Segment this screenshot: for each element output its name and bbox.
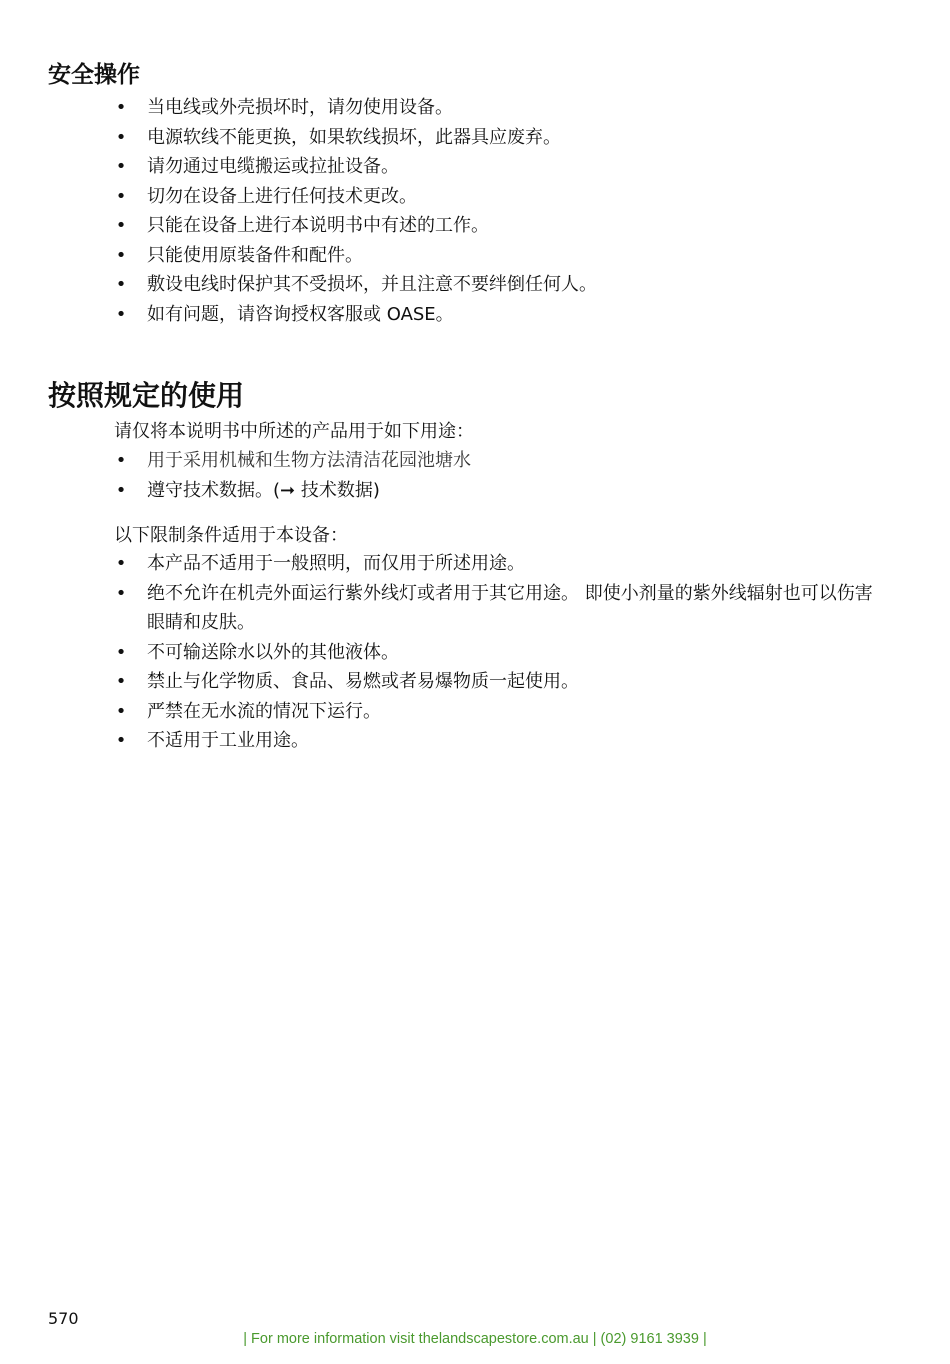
- list-item-text: 禁止与化学物质、食品、易燃或者易爆物质一起使用。: [147, 671, 579, 692]
- list-item-text: 遵守技术数据。(➞ 技术数据): [147, 479, 380, 501]
- list-item: [0, 667, 950, 697]
- list-item: [0, 476, 950, 506]
- bullet-icon: •: [115, 582, 127, 604]
- safety-heading: 安全操作: [48, 62, 140, 88]
- list-item: [0, 241, 950, 271]
- list-item: [0, 549, 950, 579]
- list-item: [0, 123, 950, 153]
- footer-contact: | For more information visit thelandscapestore.com.au | (02) 9161 3939 |: [243, 1331, 707, 1347]
- bullet-icon: •: [115, 126, 127, 148]
- list-item: [0, 579, 950, 638]
- list-item-text: 切勿在设备上进行任何技术更改。: [147, 185, 417, 207]
- list-item: [0, 211, 950, 241]
- list-item: [0, 697, 950, 727]
- list-item: [0, 638, 950, 668]
- bullet-icon: •: [115, 274, 127, 295]
- list-item-text: 只能在设备上进行本说明书中有述的工作。: [147, 215, 489, 236]
- list-item: [0, 270, 950, 300]
- list-item-text: 当电线或外壳损坏时，请勿使用设备。: [147, 97, 453, 118]
- list-item-text: 本产品不适用于一般照明，而仅用于所述用途。: [147, 553, 525, 574]
- bullet-icon: •: [115, 553, 127, 574]
- safety-list: [0, 93, 950, 329]
- bullet-icon: •: [115, 215, 127, 236]
- bullet-icon: •: [115, 303, 127, 325]
- bullet-icon: •: [115, 244, 127, 266]
- list-item: [0, 300, 950, 330]
- bullet-icon: •: [115, 671, 127, 692]
- list-item-text: 严禁在无水流的情况下运行。: [147, 700, 381, 722]
- restrictions-list: [0, 549, 950, 756]
- list-item: [0, 726, 950, 756]
- list-item-text: 用于采用机械和生物方法清洁花园池塘水: [147, 450, 471, 471]
- bullet-icon: •: [115, 185, 127, 207]
- page-number: 570: [48, 1309, 79, 1328]
- list-item: [0, 446, 950, 476]
- bullet-icon: •: [115, 450, 127, 471]
- intended-use-intro: 请仅将本说明书中所述的产品用于如下用途：: [114, 421, 474, 442]
- bullet-icon: •: [115, 641, 127, 663]
- list-item-text: 绝不允许在机壳外面运行紫外线灯或者用于其它用途。 即使小剂量的紫外线辐射也可以伤害眼睛和皮肤。: [147, 582, 873, 633]
- bullet-icon: •: [115, 97, 127, 118]
- list-item: [0, 152, 950, 182]
- restrictions-intro: 以下限制条件适用于本设备：: [114, 525, 348, 546]
- bullet-icon: •: [115, 156, 127, 177]
- list-item: [0, 93, 950, 123]
- bullet-icon: •: [115, 700, 127, 722]
- bullet-icon: •: [115, 730, 127, 751]
- list-item: [0, 182, 950, 212]
- bullet-icon: •: [115, 479, 127, 501]
- list-item-text: 如有问题，请咨询授权客服或 OASE。: [147, 303, 454, 325]
- list-item-text: 只能使用原装备件和配件。: [147, 244, 363, 266]
- list-item-text: 电源软线不能更换，如果软线损坏，此器具应废弃。: [147, 126, 561, 148]
- list-item-text: 请勿通过电缆搬运或拉扯设备。: [147, 156, 399, 177]
- list-item-text: 不可输送除水以外的其他液体。: [147, 641, 399, 663]
- intended-use-heading: 按照规定的使用: [48, 379, 245, 412]
- list-item-text: 敷设电线时保护其不受损坏，并且注意不要绊倒任何人。: [147, 274, 597, 295]
- list-item-text: 不适用于工业用途。: [147, 730, 309, 751]
- intended-use-list: [0, 446, 950, 505]
